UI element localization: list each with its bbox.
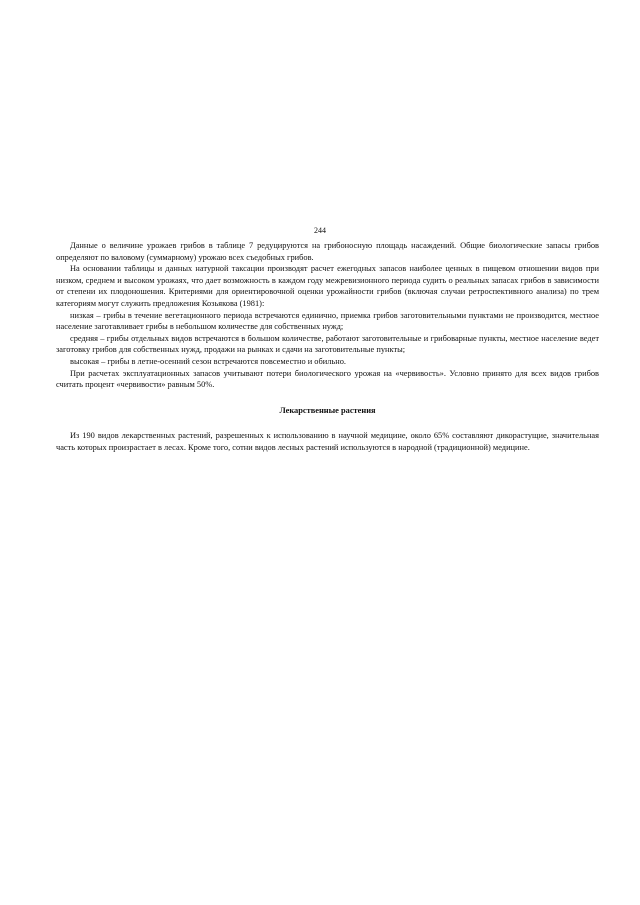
page-number: 244 xyxy=(314,226,326,235)
paragraph-medium-yield: средняя – грибы отдельных видов встречаются в большом количестве, работают заготовительные и грибоварные пункты, местное население ведет заготовку грибов для собственных нужд, продажи на рынках и сдачи на заготовительные пункты; xyxy=(56,333,599,355)
document-body xyxy=(56,240,599,454)
paragraph-yield-reduction: Данные о величине урожаев грибов в таблице 7 редуцируются на грибоносную площадь насаждений. Общие биологические запасы грибов определяют по валовому (суммарному) урожаю всех съедобных грибов. xyxy=(56,241,599,262)
paragraph-medicinal-plants: Из 190 видов лекарственных растений, разрешенных к использованию в научной медицине, около 65% составляют дикорастущие, значительная часть которых произрастает в лесах. Кроме того, сотни видов лесных растений используются в народной (традиционной) медицине. xyxy=(56,431,599,452)
paragraph-high-yield: высокая – грибы в летне-осенний сезон встречаются повсеместно и обильно. xyxy=(70,356,346,366)
paragraph-wormy-losses: При расчетах эксплуатационных запасов учитывают потери биологического урожая на «червивость». Условно принято для всех видов грибов считать процент «червивости» равным 50%. xyxy=(56,368,599,390)
paragraph-calculation-basis: На основании таблицы и данных натурной таксации производят расчет ежегодных запасов наиболее ценных в пищевом отношении видов при низком, среднем и высоком урожаях, что дает возможность в каждом году межревизионного периода судить о реальных запасах грибов в зависимости от степени их плодоношения. Критериями для ориентировочной оценки урожайности грибов (включая случаи ретроспективного анализа) по трем категориям могут служить предложения Козьякова (1981): xyxy=(56,264,599,308)
section-heading: Лекарственные растения xyxy=(279,405,376,415)
paragraph-low-yield: низкая – грибы в течение вегетационного периода встречаются единично, приемка грибов заготовительными пунктами не производится, местное население заготавливает грибы в небольшом количестве для собственных нужд; xyxy=(56,310,599,332)
